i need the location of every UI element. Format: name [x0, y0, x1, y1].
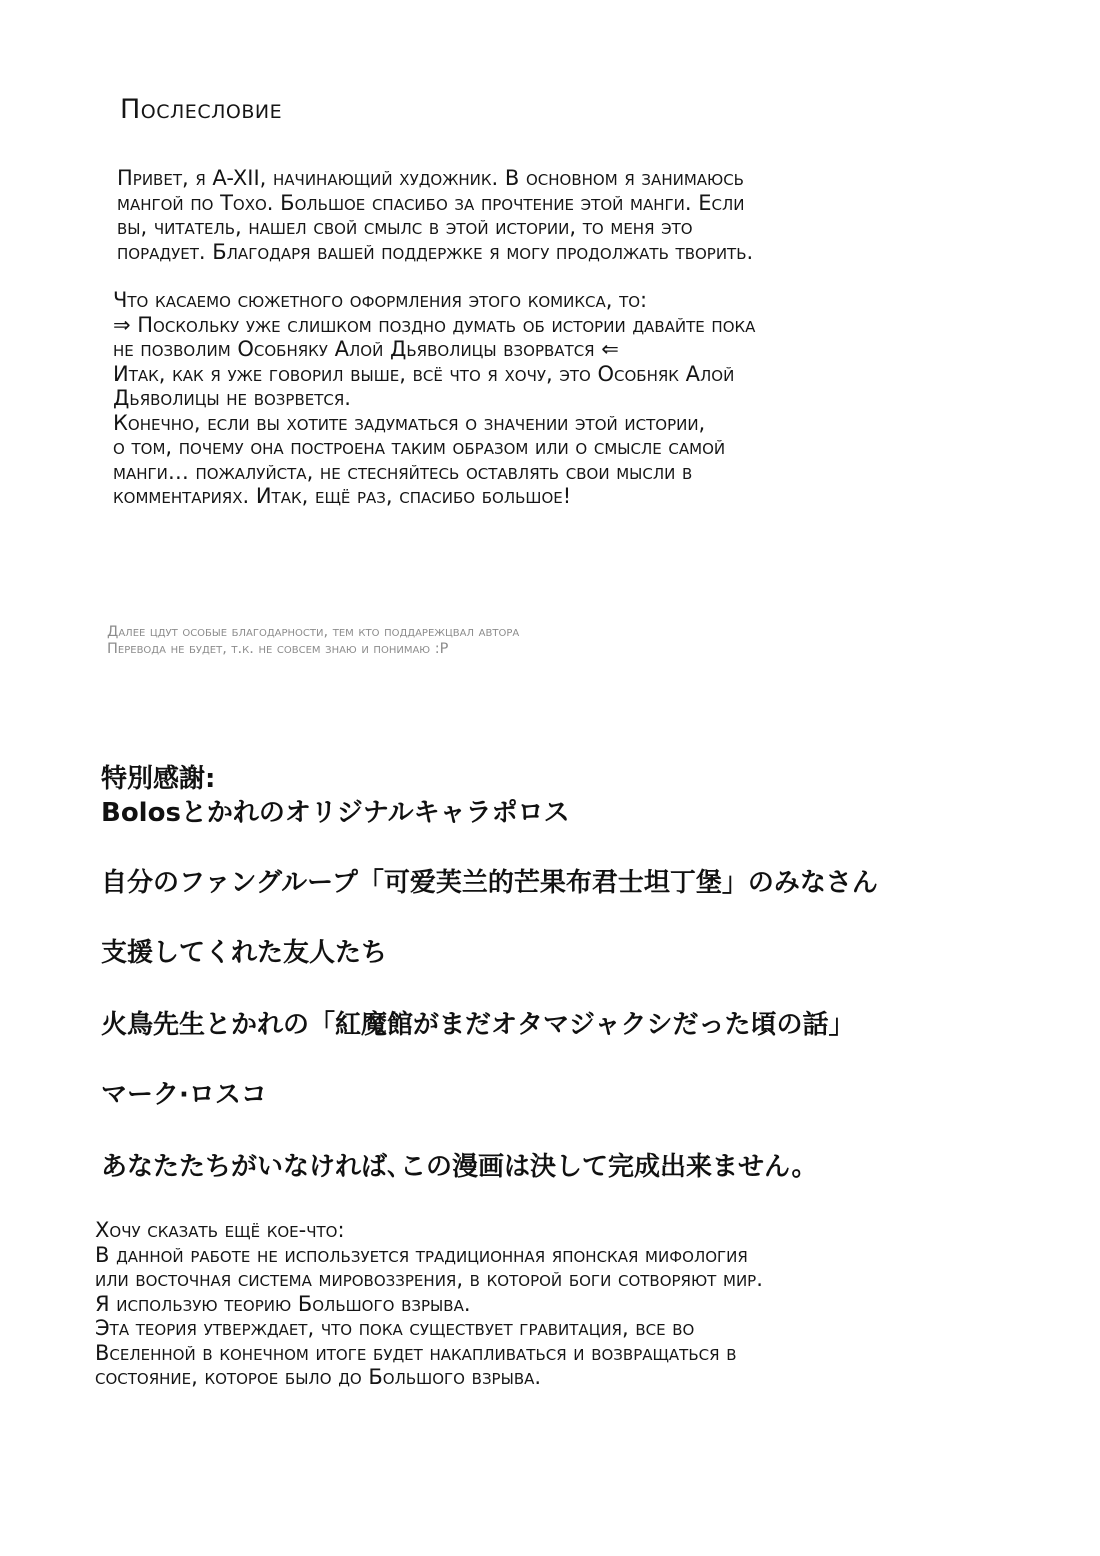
- text-line: Конечно, если вы хотите задуматься о значении этой истории,: [113, 410, 706, 435]
- text-line: мангой по Тохо. Большое спасибо за прочтение этой манги. Если: [117, 190, 745, 215]
- text-line: порадует. Благодаря вашей поддержке я могу продолжать творить.: [117, 239, 754, 264]
- translator-note-line: Перевода не будет, т.к. не совсем знаю и понимаю :Р: [107, 641, 449, 657]
- afterword-title: Послесловие: [120, 94, 283, 125]
- text-line: состояние, которое было до Большого взрыва.: [95, 1365, 542, 1389]
- special-thanks-item: 支援してくれた友人たち: [101, 938, 388, 968]
- text-line: о том, почему она построена таким образом или о смысле самой: [113, 435, 726, 459]
- text-line: Что касаемо сюжетного оформления этого комикса, то:: [113, 288, 648, 312]
- text-line: Я использую теорию Большого взрыва.: [95, 1291, 471, 1316]
- translator-note-line: Далее цдут особые благодарности, тем кто поддарежцвал автора: [107, 624, 520, 640]
- text-line: не позволим Особняку Алой Дьяволицы взорватся ⇐: [113, 337, 619, 361]
- text-line: или восточная система мировоззрения, в которой боги сотворяют мир.: [95, 1267, 763, 1291]
- afterword-plot-paragraph: [113, 288, 755, 509]
- text-line: ⇒ Поскольку уже слишком поздно думать об истории давайте пока: [113, 312, 756, 337]
- text-line: Хочу сказать ещё кое-что:: [95, 1218, 345, 1242]
- text-line: В данной работе не используется традиционная японская мифология: [95, 1242, 748, 1267]
- special-thanks-item: 火鳥先生とかれの「紅魔館がまだオタマジャクシだった頃の話」: [101, 1010, 855, 1040]
- special-thanks-item: あなたたちがいなければ､この漫画は決して完成出来ません。: [101, 1152, 818, 1182]
- text-line: Привет, я A-XII, начинающий художник. В основном я занимаюсь: [117, 166, 744, 190]
- text-line: Вселенной в конечном итоге будет накапливаться и возвращаться в: [95, 1340, 737, 1365]
- text-line: манги… пожалуйста, не стесняйтесь оставлять свои мысли в: [113, 459, 693, 484]
- special-thanks-item: 自分のファングループ「可爱芙兰的芒果布君士坦丁堡」のみなさん: [101, 868, 878, 898]
- addendum-paragraph: [95, 1218, 763, 1390]
- text-line: Эта теория утверждает, что пока существует гравитация, все во: [95, 1316, 695, 1340]
- translator-note: [107, 624, 519, 658]
- text-line: Дьяволицы не возрвется.: [113, 386, 351, 410]
- special-thanks-item: Bolosとかれのオリジナルキャラポロス: [101, 798, 570, 828]
- special-thanks-item: マーク·ロスコ: [101, 1080, 267, 1110]
- text-line: комментариях. Итак, ещё раз, спасибо большое!: [113, 484, 572, 508]
- afterword-intro-paragraph: [117, 166, 753, 264]
- text-line: вы, читатель, нашел свой смылс в этой истории, то меня это: [117, 215, 693, 239]
- text-line: Итак, как я уже говорил выше, всё что я хочу, это Особняк Алой: [113, 361, 735, 386]
- special-thanks-heading: 特別感謝:: [101, 764, 216, 794]
